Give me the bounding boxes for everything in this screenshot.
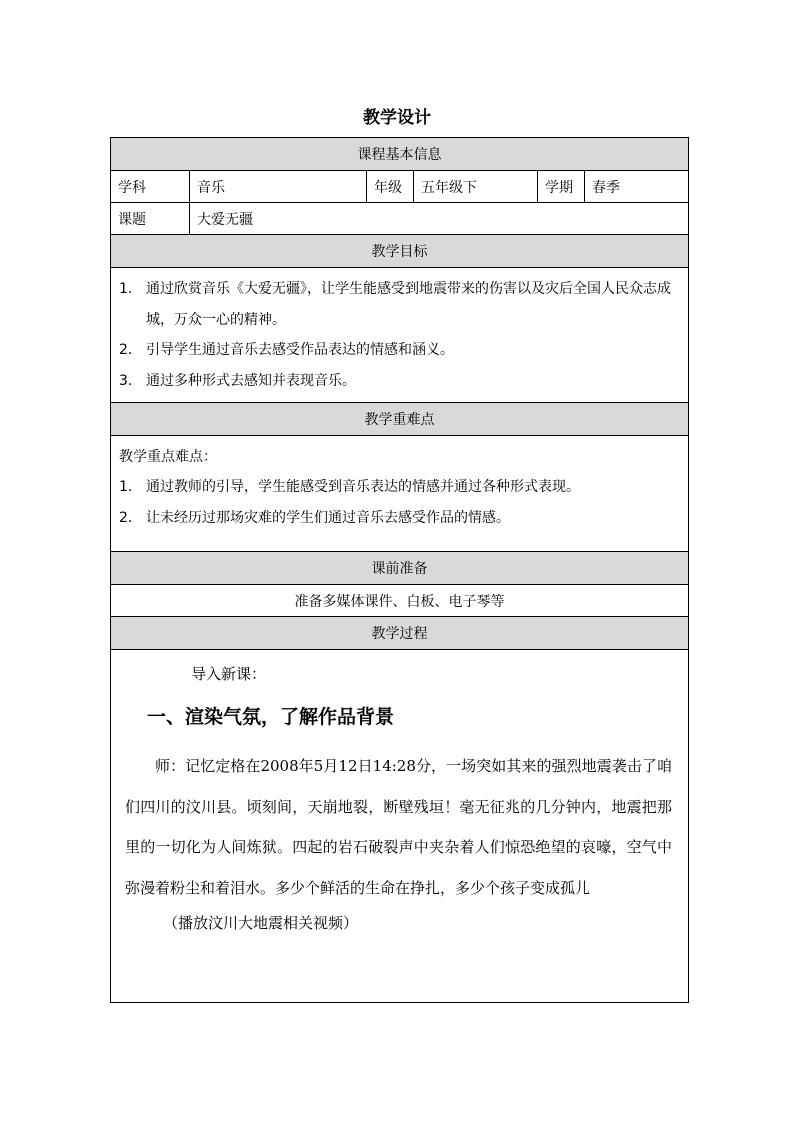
goal-item [119, 335, 680, 366]
topic-value: 大爱无疆 [190, 203, 689, 235]
key-point-text: 让未经历过那场灾难的学生们通过音乐去感受作品的情感。 [146, 509, 510, 526]
key-point-number: 1. [119, 479, 133, 495]
goals-list [111, 268, 689, 403]
section-header-key-points: 教学重难点 [111, 403, 689, 436]
section-header-process: 教学过程 [111, 617, 689, 650]
section-header-basic-info: 课程基本信息 [111, 138, 689, 171]
key-point-number: 2. [119, 509, 133, 526]
goal-text: 通过多种形式去感知并表现音乐。 [146, 372, 356, 389]
subject-value: 音乐 [190, 171, 367, 203]
goal-number: 1. [119, 281, 133, 297]
process-intro: 导入新课： [191, 665, 267, 683]
topic-label: 课题 [111, 203, 190, 235]
key-point-text: 通过教师的引导，学生能感受到音乐表达的情感并通过各种形式表现。 [146, 479, 580, 495]
process-note: （播放汶川大地震相关视频） [163, 914, 359, 932]
goal-number: 3. [119, 372, 133, 389]
preparation-text: 准备多媒体课件、白板、电子琴等 [111, 585, 689, 617]
goal-item [119, 274, 680, 335]
goal-text: 引导学生通过音乐去感受作品表达的情感和涵义。 [146, 342, 454, 358]
term-label: 学期 [538, 171, 585, 203]
term-value: 春季 [585, 171, 689, 203]
grade-label: 年级 [367, 171, 414, 203]
document-title: 教学设计 [363, 108, 431, 128]
key-points-list [111, 436, 689, 552]
process-heading: 一、渲染气氛，了解作品背景 [147, 706, 395, 728]
lesson-plan-table [110, 137, 689, 1003]
key-point-item [119, 472, 680, 503]
process-body: 师：记忆定格在2008年5月12日14:28分，一场突如其来的强烈地震袭击了咱们四川的汶川县。顷刻间，天崩地裂，断壁残垣！毫无征兆的几分钟内，地震把那里的一切化为人间炼狱。四起的岩石破裂声中夹杂着人们惊恐绝望的哀嚎，空气中弥漫着粉尘和着泪水。多少个鲜活的生命在挣扎，多少个孩子变成孤儿 [125, 757, 672, 897]
key-point-item [119, 503, 680, 534]
goal-number: 2. [119, 342, 133, 358]
subject-label: 学科 [111, 171, 190, 203]
key-points-lead: 教学重点难点： [119, 449, 217, 465]
goal-text: 通过欣赏音乐《大爱无疆》，让学生能感受到地震带来的伤害以及灾后全国人民众志成城，万众一心的精神。 [146, 281, 671, 328]
process-content [111, 650, 689, 1003]
grade-value: 五年级下 [414, 171, 538, 203]
section-header-goals: 教学目标 [111, 235, 689, 268]
goal-item [119, 366, 680, 397]
section-header-preparation: 课前准备 [111, 552, 689, 585]
